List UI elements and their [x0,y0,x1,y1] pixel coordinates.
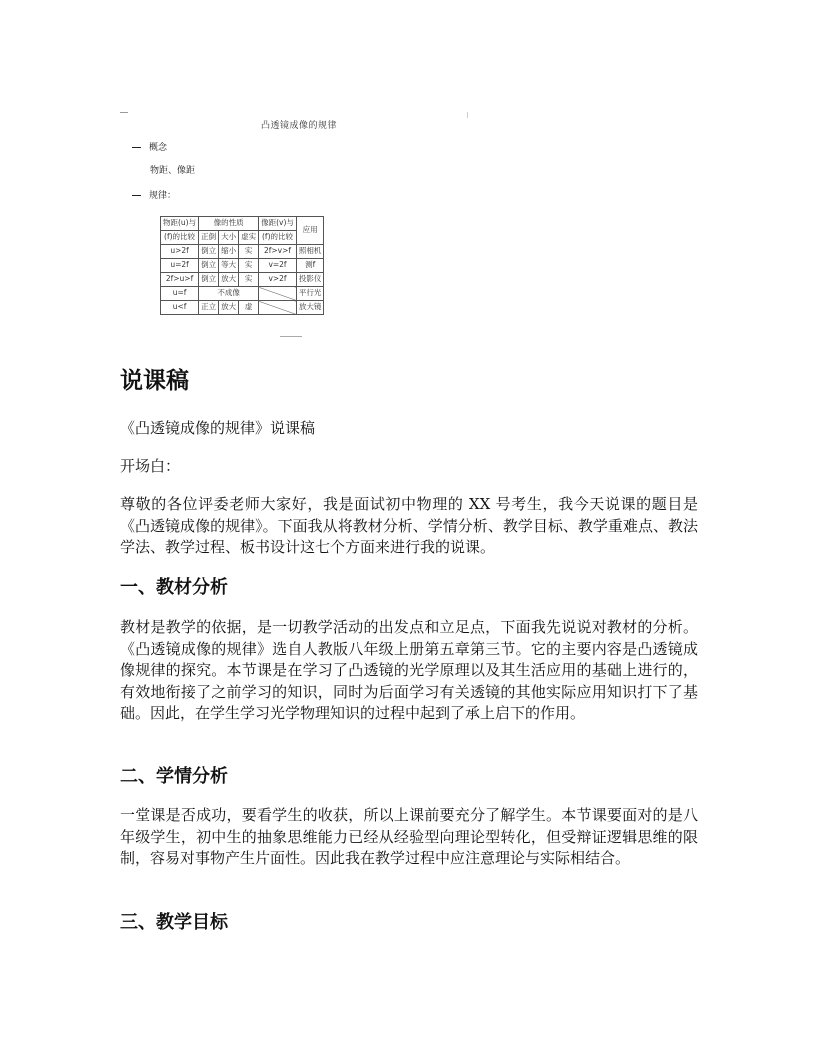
table-cell: v>2f [259,273,297,287]
section-paragraph: 教材是教学的依据，是一切教学活动的出发点和立足点，下面我先说说对教材的分析。《凸透镜成像的规律》选自人教版八年级上册第五章第三节。它的主要内容是凸透镜成像规律的探究。本节课是在学习了凸透镜的光学原理以及其生活应用的基础上进行的，有效地衔接了之前学习的知识，同时为后面学习有关透镜的其他实际应用知识打下了基础。因此，在学生学习光学物理知识的过程中起到了承上启下的作用。 [120,618,698,722]
table-cell: 倒立 [199,273,219,287]
table-header-cell: (f)的比较 [259,231,297,245]
table-header-cell: 像距(v)与 [259,217,297,231]
section-heading: 一、教材分析 [120,577,228,598]
table-header-cell: (f)的比较 [161,231,199,245]
lesson-subtitle: 《凸透镜成像的规律》说课稿 [120,419,316,437]
section-paragraph: 一堂课是否成功，要看学生的收获，所以上课前要充分了解学生。本节课要面对的是八年级学生，初中生的抽象思维能力已经从经验型向理论型转化，但受辩证逻辑思维的限制，容易对事物产生片面性。因此我在教学过程中应注意理论与实际相结合。 [120,806,698,867]
lens-imaging-table [160,216,324,315]
scan-outline-text: 物距、像距 [150,166,196,176]
scan-title: 凸透镜成像的规律 [261,121,338,131]
section-heading: 三、教学目标 [120,912,228,933]
table-row [161,273,324,287]
section-heading: 二、学情分析 [120,766,228,787]
table-cell: 测f [296,259,324,273]
table-row [161,287,324,301]
table-cell: 倒立 [199,245,219,259]
table-header-cell: 大小 [219,231,239,245]
scan-outline-item [132,188,176,201]
table-cell: 2f>u>f [161,273,199,287]
scan-outline-text: 概念 [149,143,168,153]
opening-label: 开场白： [120,457,181,475]
table-header-cell: 物距(u)与 [161,217,199,231]
table-row [161,259,324,273]
scan-outline-item [132,140,167,153]
scan-bottom-mark [280,336,302,337]
table-row [161,245,324,259]
table-header-row [161,217,324,231]
table-header-cell: 应用 [296,217,324,245]
table-cell: 不成像 [199,287,259,301]
table-header-cell: 虚实 [239,231,259,245]
table-row [161,301,324,315]
table-cell-crossed [259,287,297,301]
scan-corner-mark [120,112,128,113]
table-cell: 投影仪 [296,273,324,287]
document-title: 说课稿 [120,368,189,394]
table-header-cell: 正倒 [199,231,219,245]
scan-edge-mark [467,112,468,118]
table-cell: 正立 [199,301,219,315]
table-cell: 放大 [219,301,239,315]
scan-outline-item [150,163,195,176]
table-header-cell: 像的性质 [199,217,259,231]
table-cell: 放大 [219,273,239,287]
dash-mark [132,195,141,196]
table-cell: 实 [239,259,259,273]
scanned-image [118,108,468,340]
table-cell: 放大镜 [296,301,324,315]
table-cell: u>2f [161,245,199,259]
table-cell: u=2f [161,259,199,273]
scan-outline-text: 规律： [149,191,177,201]
table-cell-crossed [259,301,297,315]
table-cell: u=f [161,287,199,301]
table-cell: 倒立 [199,259,219,273]
table-cell: v=2f [259,259,297,273]
table-cell: 实 [239,273,259,287]
opening-paragraph: 尊敬的各位评委老师大家好，我是面试初中物理的 XX 号考生，我今天说课的题目是《凸透镜成像的规律》。下面我从将教材分析、学情分析、教学目标、教学重难点、教法学法、教学过程、板书设计这七个方面来进行我的说课。 [120,495,698,556]
table-cell: 等大 [219,259,239,273]
table-cell: 2f>v>f [259,245,297,259]
table-cell: 虚 [239,301,259,315]
table-cell: 实 [239,245,259,259]
dash-mark [132,147,141,148]
table-cell: 缩小 [219,245,239,259]
table-cell: u<f [161,301,199,315]
table-cell: 平行光 [296,287,324,301]
table-cell: 照相机 [296,245,324,259]
